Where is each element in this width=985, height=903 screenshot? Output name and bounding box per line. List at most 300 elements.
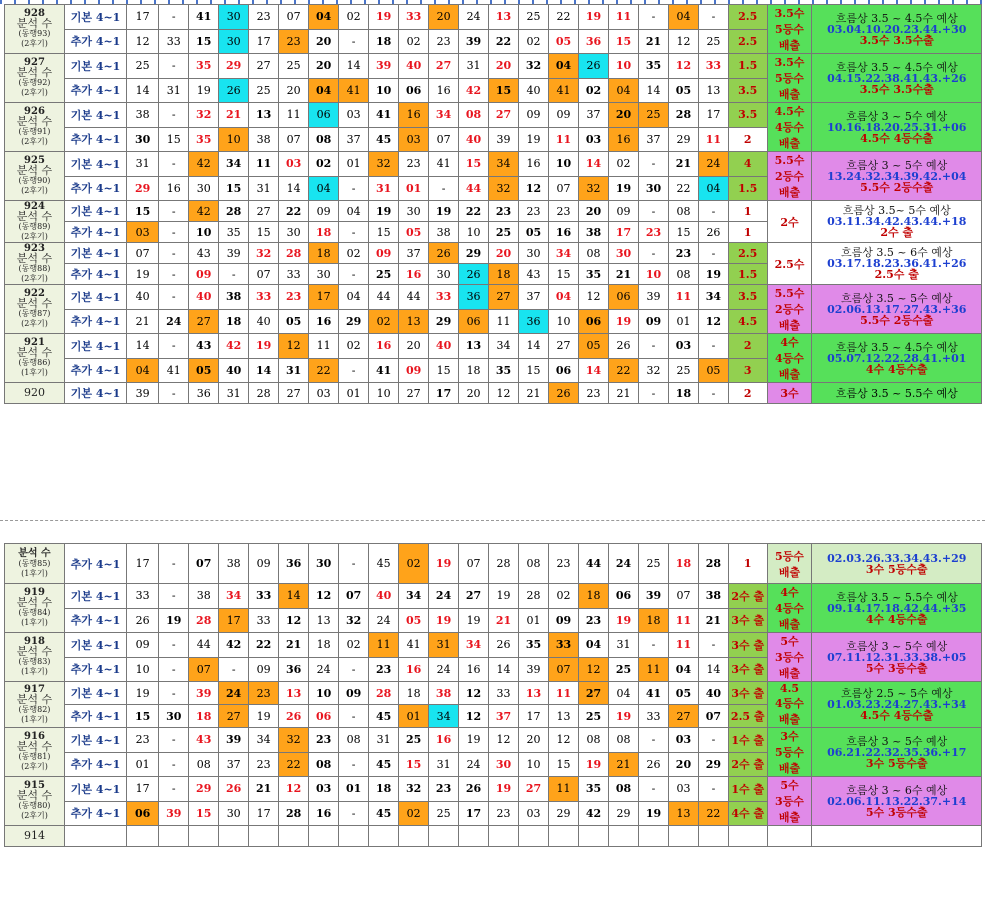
number-cell: 35 [579, 777, 609, 802]
number-cell [249, 826, 279, 847]
number-cell: 29 [127, 176, 159, 201]
number-cell: - [698, 334, 728, 359]
number-cell: 40 [249, 309, 279, 334]
number-cell: 29 [668, 127, 698, 152]
count-cell [767, 54, 812, 103]
number-cell: 20 [489, 54, 519, 79]
number-cell [668, 826, 698, 847]
number-cell: 08 [609, 728, 639, 753]
number-cell: - [339, 29, 369, 54]
number-cell: 07 [127, 243, 159, 264]
number-cell: 19 [369, 201, 399, 222]
number-cell: 10 [609, 54, 639, 79]
number-cell: 44 [369, 285, 399, 310]
count-value: 3수 [767, 383, 812, 404]
number-cell: 30 [279, 222, 309, 243]
number-cell: 42 [219, 334, 249, 359]
number-cell: 29 [219, 54, 249, 79]
number-cell: 37 [339, 127, 369, 152]
number-cell: - [159, 243, 189, 264]
number-cell: 44 [189, 633, 219, 658]
prediction-range: 흐름상 3.5 ~ 5수 예상 [841, 291, 953, 305]
number-cell: 19 [127, 264, 159, 285]
number-cell: 27 [489, 285, 519, 310]
number-cell: 40 [189, 285, 219, 310]
number-cell: 30 [609, 243, 639, 264]
upper-results-table [4, 4, 982, 404]
number-cell: - [159, 5, 189, 30]
round-sub: (동행91) [18, 127, 51, 136]
number-cell [459, 826, 489, 847]
round-label [5, 103, 65, 152]
number-cell: 31 [219, 383, 249, 404]
number-cell: 18 [369, 29, 399, 54]
round-half: (2후기) [21, 88, 48, 97]
number-cell: 16 [399, 264, 429, 285]
number-cell: 22 [698, 801, 728, 826]
number-cell: 26 [459, 264, 489, 285]
line-label: 추가 4~1 [64, 657, 126, 682]
number-cell: 26 [127, 608, 159, 633]
rank-note: 배출 [778, 667, 801, 680]
number-cell: 14 [579, 358, 609, 383]
number-cell: 43 [519, 264, 549, 285]
number-cell: 45 [369, 752, 399, 777]
number-cell: 28 [189, 608, 219, 633]
number-cell: 25 [609, 657, 639, 682]
number-cell: 33 [279, 264, 309, 285]
score-cell: 1 [728, 544, 767, 584]
number-cell: 27 [489, 103, 519, 128]
prediction-numbers: 01.03.23.24.27.43.+34 [827, 698, 967, 711]
number-cell: 19 [579, 752, 609, 777]
score-cell: 2 [728, 334, 767, 359]
number-cell: 42 [219, 633, 249, 658]
number-cell: 32 [489, 176, 519, 201]
number-cell: 33 [698, 54, 728, 79]
number-cell: 13 [549, 705, 579, 728]
line-label: 기본 4~1 [64, 728, 126, 753]
score-cell: 1 [728, 222, 767, 243]
prediction-cell [812, 334, 982, 383]
number-cell: 23 [249, 682, 279, 705]
line-label: 기본 4~1 [64, 334, 126, 359]
score-cell: 2.5 [728, 243, 767, 264]
number-cell: 13 [519, 682, 549, 705]
number-cell: 29 [339, 309, 369, 334]
prediction-cell [812, 584, 982, 633]
prediction-range: 흐름상 3.5 ~ 5.5수 예상 [812, 383, 982, 404]
number-cell: 02 [339, 5, 369, 30]
number-cell: 17 [429, 383, 459, 404]
score-cell: 2 [728, 127, 767, 152]
prediction-numbers: 13.24.32.34.39.42.+04 [827, 169, 967, 183]
number-cell: 30 [127, 127, 159, 152]
round-caption: 분석 수 [16, 164, 53, 177]
number-cell: 17 [609, 222, 639, 243]
number-cell: - [159, 544, 189, 584]
round-caption: 분석 수 [18, 547, 51, 559]
score-cell: 2수 출 [728, 752, 767, 777]
round-label [5, 285, 65, 334]
number-cell: 01 [339, 777, 369, 802]
count-value: 5수 [780, 779, 799, 792]
count-cell [767, 5, 812, 54]
number-cell: 15 [429, 358, 459, 383]
number-cell: 41 [429, 152, 459, 177]
table-row [5, 544, 982, 584]
line-label: 기본 4~1 [64, 103, 126, 128]
number-cell: 40 [519, 78, 549, 103]
number-cell [279, 826, 309, 847]
round-caption: 분석 수 [16, 115, 53, 128]
number-cell: 19 [459, 608, 489, 633]
count-cell [767, 682, 812, 728]
number-cell: - [638, 152, 668, 177]
number-cell: 19 [429, 201, 459, 222]
number-cell: - [638, 383, 668, 404]
number-cell: - [159, 633, 189, 658]
number-cell: 11 [549, 127, 579, 152]
number-cell: 26 [429, 243, 459, 264]
number-cell: 15 [489, 78, 519, 103]
number-cell: 18 [399, 682, 429, 705]
number-cell: - [638, 728, 668, 753]
number-cell: 03 [519, 801, 549, 826]
line-label: 추가 4~1 [64, 176, 126, 201]
number-cell: 40 [459, 127, 489, 152]
number-cell: 15 [399, 752, 429, 777]
prediction-numbers: 02.06.13.17.27.43.+36 [827, 302, 967, 316]
number-cell: 06 [127, 801, 159, 826]
number-cell [609, 826, 639, 847]
prediction-range: 흐름상 2.5 ~ 5수 예상 [841, 687, 953, 700]
number-cell: - [339, 222, 369, 243]
number-cell: 06 [399, 78, 429, 103]
number-cell: 05 [189, 358, 219, 383]
number-cell: 19 [369, 5, 399, 30]
round-number: 919 [24, 587, 45, 598]
number-cell: 34 [459, 633, 489, 658]
prediction-result: 2수 출 [880, 226, 914, 239]
number-cell: 29 [189, 777, 219, 802]
number-cell: 25 [429, 801, 459, 826]
number-cell: 09 [609, 201, 639, 222]
number-cell [728, 826, 767, 847]
count-cell [767, 285, 812, 334]
number-cell: 12 [698, 309, 728, 334]
number-cell [698, 826, 728, 847]
number-cell: 16 [459, 657, 489, 682]
round-caption: 분석 수 [16, 66, 53, 79]
round-half: (2후기) [21, 273, 48, 283]
number-cell: 17 [219, 608, 249, 633]
number-cell: 16 [549, 222, 579, 243]
number-cell: 27 [668, 705, 698, 728]
number-cell: 07 [189, 544, 219, 584]
number-cell: 07 [549, 176, 579, 201]
number-cell: 26 [698, 222, 728, 243]
number-cell: 13 [279, 682, 309, 705]
number-cell: 19 [249, 334, 279, 359]
round-number: 924 [24, 200, 45, 212]
number-cell: 11 [489, 309, 519, 334]
round-caption: 분석 수 [16, 251, 53, 265]
number-cell: 12 [668, 54, 698, 79]
number-cell: 15 [668, 222, 698, 243]
number-cell: 19 [159, 608, 189, 633]
number-cell: 03 [309, 383, 339, 404]
table-row [5, 201, 982, 222]
number-cell: 38 [429, 222, 459, 243]
number-cell: 41 [638, 682, 668, 705]
number-cell: 03 [399, 127, 429, 152]
number-cell: 25 [698, 29, 728, 54]
score-cell: 4 [728, 152, 767, 177]
number-cell: 39 [459, 29, 489, 54]
number-cell: 14 [579, 152, 609, 177]
number-cell: - [339, 264, 369, 285]
number-cell: 12 [309, 584, 339, 609]
number-cell: 24 [219, 682, 249, 705]
number-cell: 23 [279, 285, 309, 310]
prediction-result: 5수 3등수출 [865, 805, 928, 819]
number-cell: 15 [249, 222, 279, 243]
number-cell: 20 [519, 728, 549, 753]
number-cell: 25 [638, 544, 668, 584]
number-cell: 23 [549, 201, 579, 222]
round-caption: 분석 수 [16, 645, 53, 658]
number-cell: 21 [638, 29, 668, 54]
rank-value: 5등수 [775, 23, 804, 36]
number-cell: 33 [399, 5, 429, 30]
number-cell: 11 [668, 608, 698, 633]
number-cell: 45 [369, 705, 399, 728]
number-cell: 17 [127, 544, 159, 584]
number-cell: 23 [429, 29, 459, 54]
number-cell [549, 826, 579, 847]
prediction-result: 3수 5등수출 [865, 562, 928, 576]
number-cell: 44 [399, 285, 429, 310]
number-cell: 17 [519, 705, 549, 728]
number-cell: 30 [219, 29, 249, 54]
line-label: 추가 4~1 [64, 309, 126, 334]
number-cell: 24 [309, 657, 339, 682]
number-cell: - [638, 5, 668, 30]
rank-value: 4등수 [775, 121, 804, 134]
number-cell: 28 [668, 103, 698, 128]
number-cell: 40 [219, 358, 249, 383]
number-cell: 28 [279, 243, 309, 264]
number-cell: 07 [339, 584, 369, 609]
number-cell: 18 [668, 383, 698, 404]
number-cell: 41 [159, 358, 189, 383]
number-cell: 19 [609, 176, 639, 201]
number-cell: 08 [579, 243, 609, 264]
rank-note: 배출 [778, 137, 801, 150]
number-cell: 03 [339, 103, 369, 128]
number-cell: 06 [549, 358, 579, 383]
number-cell: 08 [668, 264, 698, 285]
round-label [5, 682, 65, 728]
number-cell: 02 [309, 152, 339, 177]
number-cell: 37 [489, 705, 519, 728]
number-cell: 15 [609, 29, 639, 54]
number-cell: 25 [489, 222, 519, 243]
number-cell: 23 [668, 243, 698, 264]
rank-value: 3등수 [775, 651, 804, 664]
number-cell: 18 [668, 544, 698, 584]
rank-note: 배출 [778, 762, 801, 775]
round-label [5, 544, 65, 584]
number-cell: 19 [249, 705, 279, 728]
line-label: 추가 4~1 [64, 78, 126, 103]
number-cell: 39 [127, 383, 159, 404]
number-cell: 20 [579, 201, 609, 222]
number-cell: 16 [609, 127, 639, 152]
round-number: 925 [24, 155, 45, 166]
round-number: 923 [24, 242, 45, 254]
number-cell: 21 [249, 777, 279, 802]
number-cell: 25 [127, 54, 159, 79]
number-cell: 08 [459, 103, 489, 128]
count-cell [767, 777, 812, 826]
number-cell: 45 [369, 801, 399, 826]
number-cell: 34 [549, 243, 579, 264]
number-cell: 34 [219, 584, 249, 609]
number-cell: 31 [429, 752, 459, 777]
number-cell: 07 [698, 705, 728, 728]
number-cell: 19 [609, 608, 639, 633]
number-cell: 39 [369, 54, 399, 79]
number-cell: 20 [279, 78, 309, 103]
number-cell: 08 [339, 728, 369, 753]
number-cell [159, 826, 189, 847]
number-cell: 10 [219, 127, 249, 152]
number-cell: 19 [638, 801, 668, 826]
prediction-range: 흐름상 3.5 ~ 5.5수 예상 [835, 590, 958, 604]
count-cell [767, 152, 812, 201]
number-cell: 15 [159, 127, 189, 152]
number-cell: 37 [399, 243, 429, 264]
number-cell: 27 [519, 777, 549, 802]
score-cell: 2.5 출 [728, 705, 767, 728]
number-cell: 36 [279, 657, 309, 682]
number-cell: 35 [189, 127, 219, 152]
number-cell: 06 [459, 309, 489, 334]
number-cell: 08 [309, 127, 339, 152]
rank-note: 배출 [778, 713, 801, 726]
number-cell: 08 [609, 777, 639, 802]
number-cell: 21 [609, 752, 639, 777]
number-cell: 22 [668, 176, 698, 201]
prediction-numbers: 02.03.26.33.34.43.+29 [827, 551, 967, 565]
prediction-numbers: 06.21.22.32.35.36.+17 [827, 745, 967, 759]
number-cell: 31 [429, 633, 459, 658]
number-cell: 22 [609, 358, 639, 383]
number-cell: 36 [519, 309, 549, 334]
number-cell: 20 [309, 54, 339, 79]
number-cell: 02 [399, 29, 429, 54]
score-cell: 2수 출 [728, 584, 767, 609]
number-cell [579, 826, 609, 847]
number-cell: 35 [579, 264, 609, 285]
number-cell: 23 [309, 728, 339, 753]
number-cell: 31 [459, 54, 489, 79]
number-cell: 44 [579, 544, 609, 584]
count-cell [767, 334, 812, 383]
number-cell: 11 [668, 285, 698, 310]
count-value: 5수 [780, 635, 799, 648]
round-caption: 분석 수 [16, 740, 53, 753]
number-cell: 23 [249, 5, 279, 30]
round-half: (1후기) [21, 714, 48, 724]
prediction-result: 4.5수 4등수출 [860, 709, 934, 722]
number-cell: 06 [309, 103, 339, 128]
number-cell: 10 [189, 222, 219, 243]
number-cell: 19 [429, 608, 459, 633]
number-cell: 41 [189, 5, 219, 30]
number-cell: 13 [489, 5, 519, 30]
number-cell: 27 [279, 383, 309, 404]
number-cell: 10 [369, 383, 399, 404]
number-cell: 28 [279, 801, 309, 826]
number-cell: 10 [369, 78, 399, 103]
table-row [5, 728, 982, 753]
round-half: (2후기) [21, 319, 48, 328]
table-row [5, 103, 982, 128]
number-cell: 18 [638, 608, 668, 633]
number-cell: - [339, 801, 369, 826]
prediction-result: 4수 4등수출 [865, 362, 928, 376]
number-cell: 26 [609, 334, 639, 359]
number-cell: 24 [609, 544, 639, 584]
number-cell: - [159, 584, 189, 609]
number-cell: 05 [698, 358, 728, 383]
number-cell: - [159, 152, 189, 177]
number-cell: 03 [127, 222, 159, 243]
prediction-range: 흐름상 3.5 ~ 4.5수 예상 [835, 340, 958, 354]
number-cell: 03 [309, 777, 339, 802]
number-cell: 33 [127, 584, 159, 609]
number-cell: 02 [339, 334, 369, 359]
number-cell: 42 [579, 801, 609, 826]
number-cell: 01 [399, 176, 429, 201]
number-cell: 31 [369, 728, 399, 753]
number-cell: - [339, 544, 369, 584]
count-value: 5.5수 [774, 154, 805, 167]
number-cell [309, 826, 339, 847]
number-cell: - [219, 264, 249, 285]
number-cell: 13 [249, 103, 279, 128]
number-cell: 16 [399, 103, 429, 128]
number-cell: 38 [127, 103, 159, 128]
number-cell: 25 [519, 5, 549, 30]
table-row [5, 5, 982, 30]
number-cell: 01 [519, 608, 549, 633]
prediction-range: 흐름상 3 ~ 6수 예상 [846, 783, 948, 797]
number-cell: 30 [489, 752, 519, 777]
number-cell: 23 [489, 801, 519, 826]
number-cell: 12 [519, 176, 549, 201]
rank-note: 배출 [778, 186, 801, 199]
number-cell: 14 [638, 78, 668, 103]
number-cell: 31 [249, 176, 279, 201]
number-cell: 42 [189, 152, 219, 177]
number-cell: 09 [638, 309, 668, 334]
number-cell: 02 [549, 584, 579, 609]
number-cell: 21 [279, 633, 309, 658]
